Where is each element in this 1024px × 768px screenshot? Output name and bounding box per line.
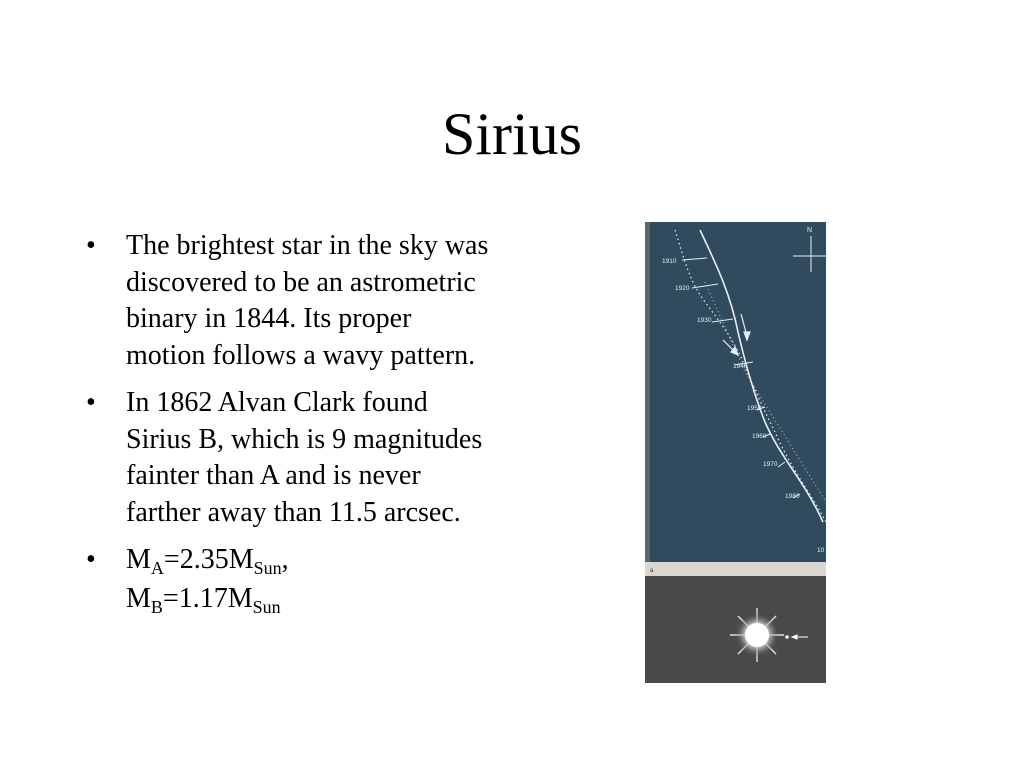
sirius-motion-figure (645, 222, 826, 683)
bullet-item (86, 385, 496, 531)
year-label: 1940 (733, 363, 748, 370)
mass-a-sun-subscript: Sun (253, 558, 282, 578)
bullet-dot: • (86, 544, 96, 575)
mass-b-value: =1.17M (162, 582, 253, 614)
mass-b-sun-subscript: Sun (252, 596, 281, 617)
year-label: 1980 (785, 493, 800, 500)
year-label: 1930 (697, 317, 712, 324)
panel-separator (645, 562, 826, 576)
sirius-b-star (785, 635, 789, 639)
panel-label: a (650, 568, 654, 574)
bullet-dot: • (86, 230, 96, 261)
mass-a-value: =2.35M (163, 544, 254, 575)
mass-b-subscript: B (150, 596, 163, 617)
bullet-item-masses (86, 542, 496, 619)
year-label: 1970 (763, 461, 778, 468)
compass-label: N (807, 227, 813, 234)
mass-a-m: M (126, 544, 151, 575)
year-label: 1910 (662, 258, 677, 265)
bullet-text-clark: In 1862 Alvan Clark found Sirius B, which is 9 magnitudes fainter than A and is never farther away than 11.5 arcsec. (126, 387, 483, 528)
star-image-panel (645, 576, 826, 683)
year-label: 10 (817, 547, 825, 554)
mass-separator: , (281, 544, 289, 575)
slide-title: Sirius (441, 101, 583, 167)
sirius-a-core (745, 623, 769, 647)
sky-panel (645, 222, 826, 562)
bullet-list (86, 228, 496, 630)
mass-b-m: M (126, 582, 151, 614)
year-label: 1960 (752, 433, 767, 440)
sky-left-edge (645, 222, 650, 562)
bullet-dot: • (86, 387, 96, 418)
bullet-text-discovery: The brightest star in the sky was discovered to be an astrometric binary in 1844. Its proper motion follows a wavy pattern. (126, 230, 489, 371)
mass-a-subscript: A (150, 558, 164, 578)
year-label: 1950 (747, 405, 762, 412)
bullet-item (86, 228, 496, 374)
year-label: 1920 (675, 285, 690, 292)
